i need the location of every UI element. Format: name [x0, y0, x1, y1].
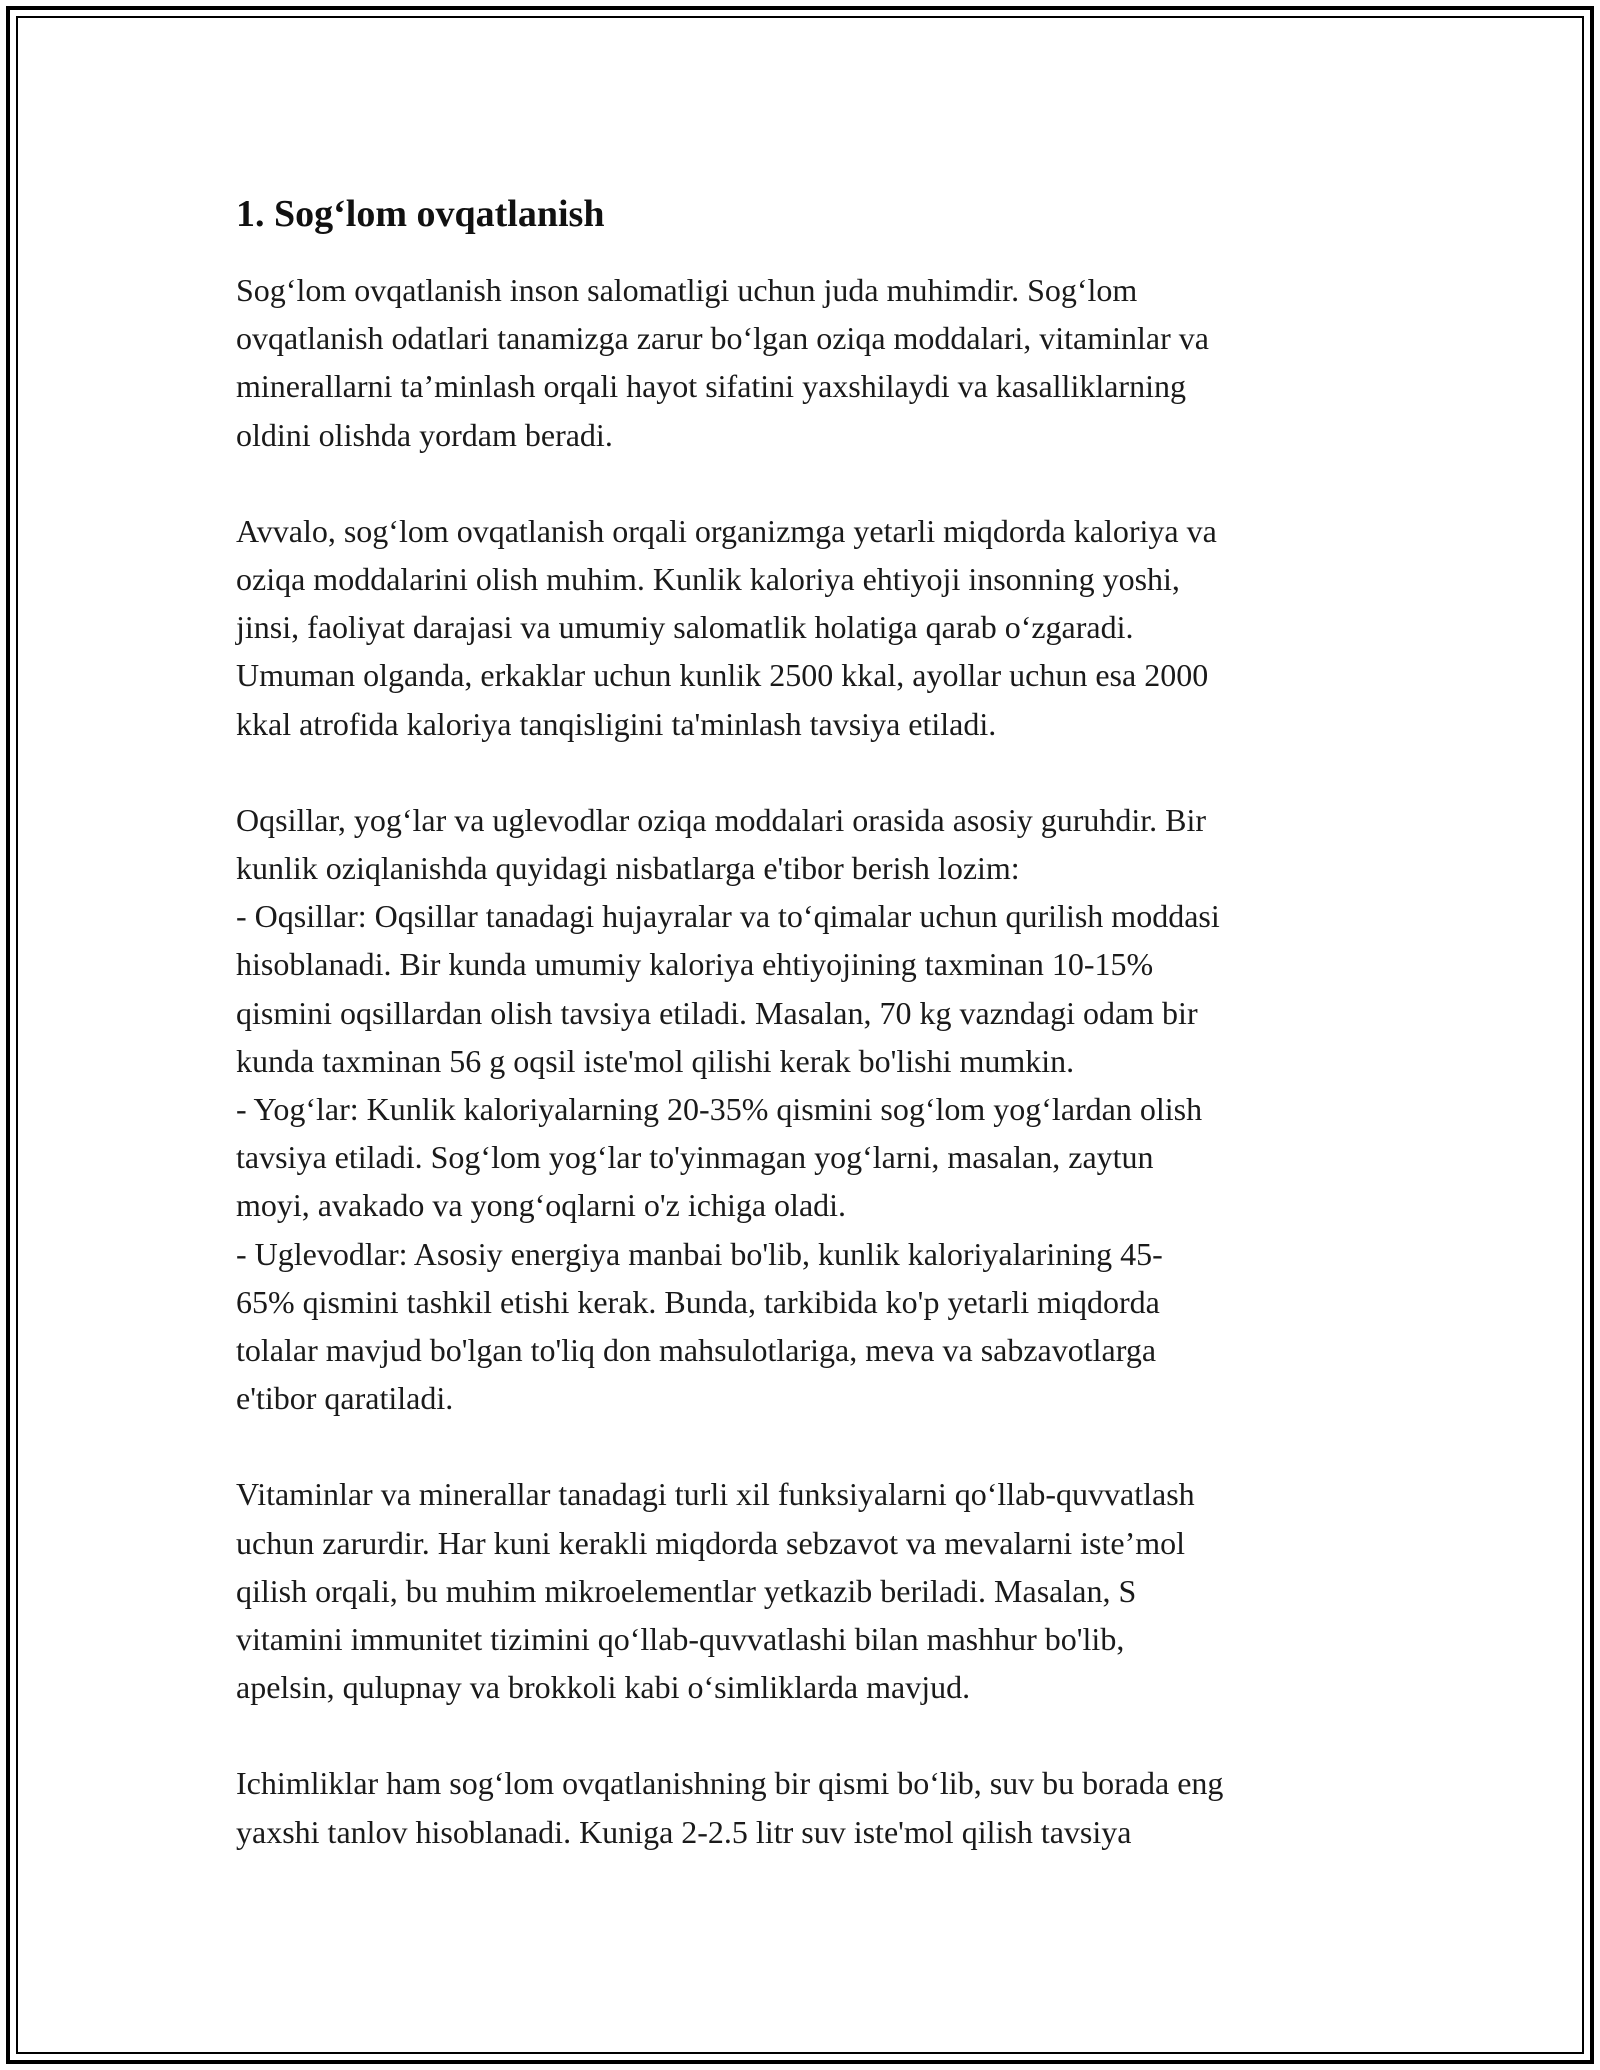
- text-line: minerallarni ta’minlash orqali hayot sifatini yaxshilaydi va kasalliklarning: [236, 368, 1186, 405]
- text-line: kkal atrofida kaloriya tanqisligini ta'minlash tavsiya etiladi.: [236, 705, 997, 742]
- section-heading: 1. Sog‘lom ovqatlanish: [236, 193, 605, 235]
- text-line: qilish orqali, bu muhim mikroelementlar yetkazib beriladi. Masalan, S: [236, 1572, 1137, 1609]
- text-line: vitamini immunitet tizimini qo‘llab-quvvatlashi bilan mashhur bo'lib,: [236, 1621, 1125, 1658]
- list-item-fats: - Yog‘lar: Kunlik kaloriyalarning 20-35% qismini sog‘lom yog‘lardan olish: [236, 1091, 1203, 1128]
- text-line: oldini olishda yordam beradi.: [236, 416, 613, 453]
- text-line: Sog‘lom ovqatlanish inson salomatligi uchun juda muhimdir. Sog‘lom: [236, 272, 1138, 308]
- list-item-carbohydrates: - Uglevodlar: Asosiy energiya manbai bo'lib, kunlik kaloriyalarining 45-: [236, 1235, 1163, 1272]
- paragraph-intro: [236, 266, 1386, 459]
- paragraph-vitamins: [236, 1470, 1386, 1711]
- text-line: qismini oqsillardan olish tavsiya etiladi. Masalan, 70 kg vazndagi odam bir: [236, 994, 1198, 1031]
- text-line: oziqa moddalarini olish muhim. Kunlik kaloriya ehtiyoji insonning yoshi,: [236, 561, 1180, 598]
- text-line: e'tibor qaratiladi.: [236, 1380, 454, 1417]
- text-line: Avvalo, sog‘lom ovqatlanish orqali organizmga yetarli miqdorda kaloriya va: [236, 512, 1217, 549]
- text-line: moyi, avakado va yong‘oqlarni o'z ichiga oladi.: [236, 1187, 847, 1224]
- text-line: Ichimliklar ham sog‘lom ovqatlanishning bir qismi bo‘lib, suv bu borada eng: [236, 1765, 1224, 1802]
- text-line: tolalar mavjud bo'lgan to'liq don mahsulotlariga, meva va sabzavotlarga: [236, 1332, 1157, 1369]
- paragraph-gap: [236, 1711, 1386, 1759]
- paragraph-gap: [236, 459, 1386, 507]
- paragraph-macronutrients: [236, 796, 1386, 1423]
- text-line: ovqatlanish odatlari tanamizga zarur bo‘lgan oziqa moddalari, vitaminlar va: [236, 320, 1209, 357]
- text-line: hisoblanadi. Bir kunda umumiy kaloriya ehtiyojining taxminan 10-15%: [236, 946, 1154, 983]
- text-line: Umuman olganda, erkaklar uchun kunlik 2500 kkal, ayollar uchun esa 2000: [236, 657, 1209, 694]
- text-line: kunlik oziqlanishda quyidagi nisbatlarga e'tibor berish lozim:: [236, 850, 1020, 887]
- text-line: kunda taxminan 56 g oqsil iste'mol qilishi kerak bo'lishi mumkin.: [236, 1042, 1075, 1079]
- paragraph-gap: [236, 1422, 1386, 1470]
- text-line: tavsiya etiladi. Sog‘lom yog‘lar to'yinmagan yog‘larni, masalan, zaytun: [236, 1139, 1154, 1176]
- text-line: Oqsillar, yog‘lar va uglevodlar oziqa moddalari orasida asosiy guruhdir. Bir: [236, 801, 1207, 838]
- text-line: yaxshi tanlov hisoblanadi. Kuniga 2-2.5 litr suv iste'mol qilish tavsiya: [236, 1813, 1132, 1850]
- document-body: [236, 186, 1386, 1856]
- text-line: uchun zarurdir. Har kuni kerakli miqdorda sebzavot va mevalarni iste’mol: [236, 1524, 1186, 1561]
- text-line: Vitaminlar va minerallar tanadagi turli xil funksiyalarni qo‘llab-quvvatlash: [236, 1476, 1195, 1513]
- list-item-proteins: - Oqsillar: Oqsillar tanadagi hujayralar va to‘qimalar uchun qurilish moddasi: [236, 898, 1220, 935]
- text-line: apelsin, qulupnay va brokkoli kabi o‘simliklarda mavjud.: [236, 1669, 971, 1706]
- text-line: 65% qismini tashkil etishi kerak. Bunda, tarkibida ko'p yetarli miqdorda: [236, 1283, 1160, 1320]
- paragraph-calories: [236, 507, 1386, 748]
- paragraph-gap: [236, 748, 1386, 796]
- text-line: jinsi, faoliyat darajasi va umumiy salomatlik holatiga qarab o‘zgaradi.: [236, 609, 1134, 646]
- paragraph-drinks: [236, 1759, 1386, 1855]
